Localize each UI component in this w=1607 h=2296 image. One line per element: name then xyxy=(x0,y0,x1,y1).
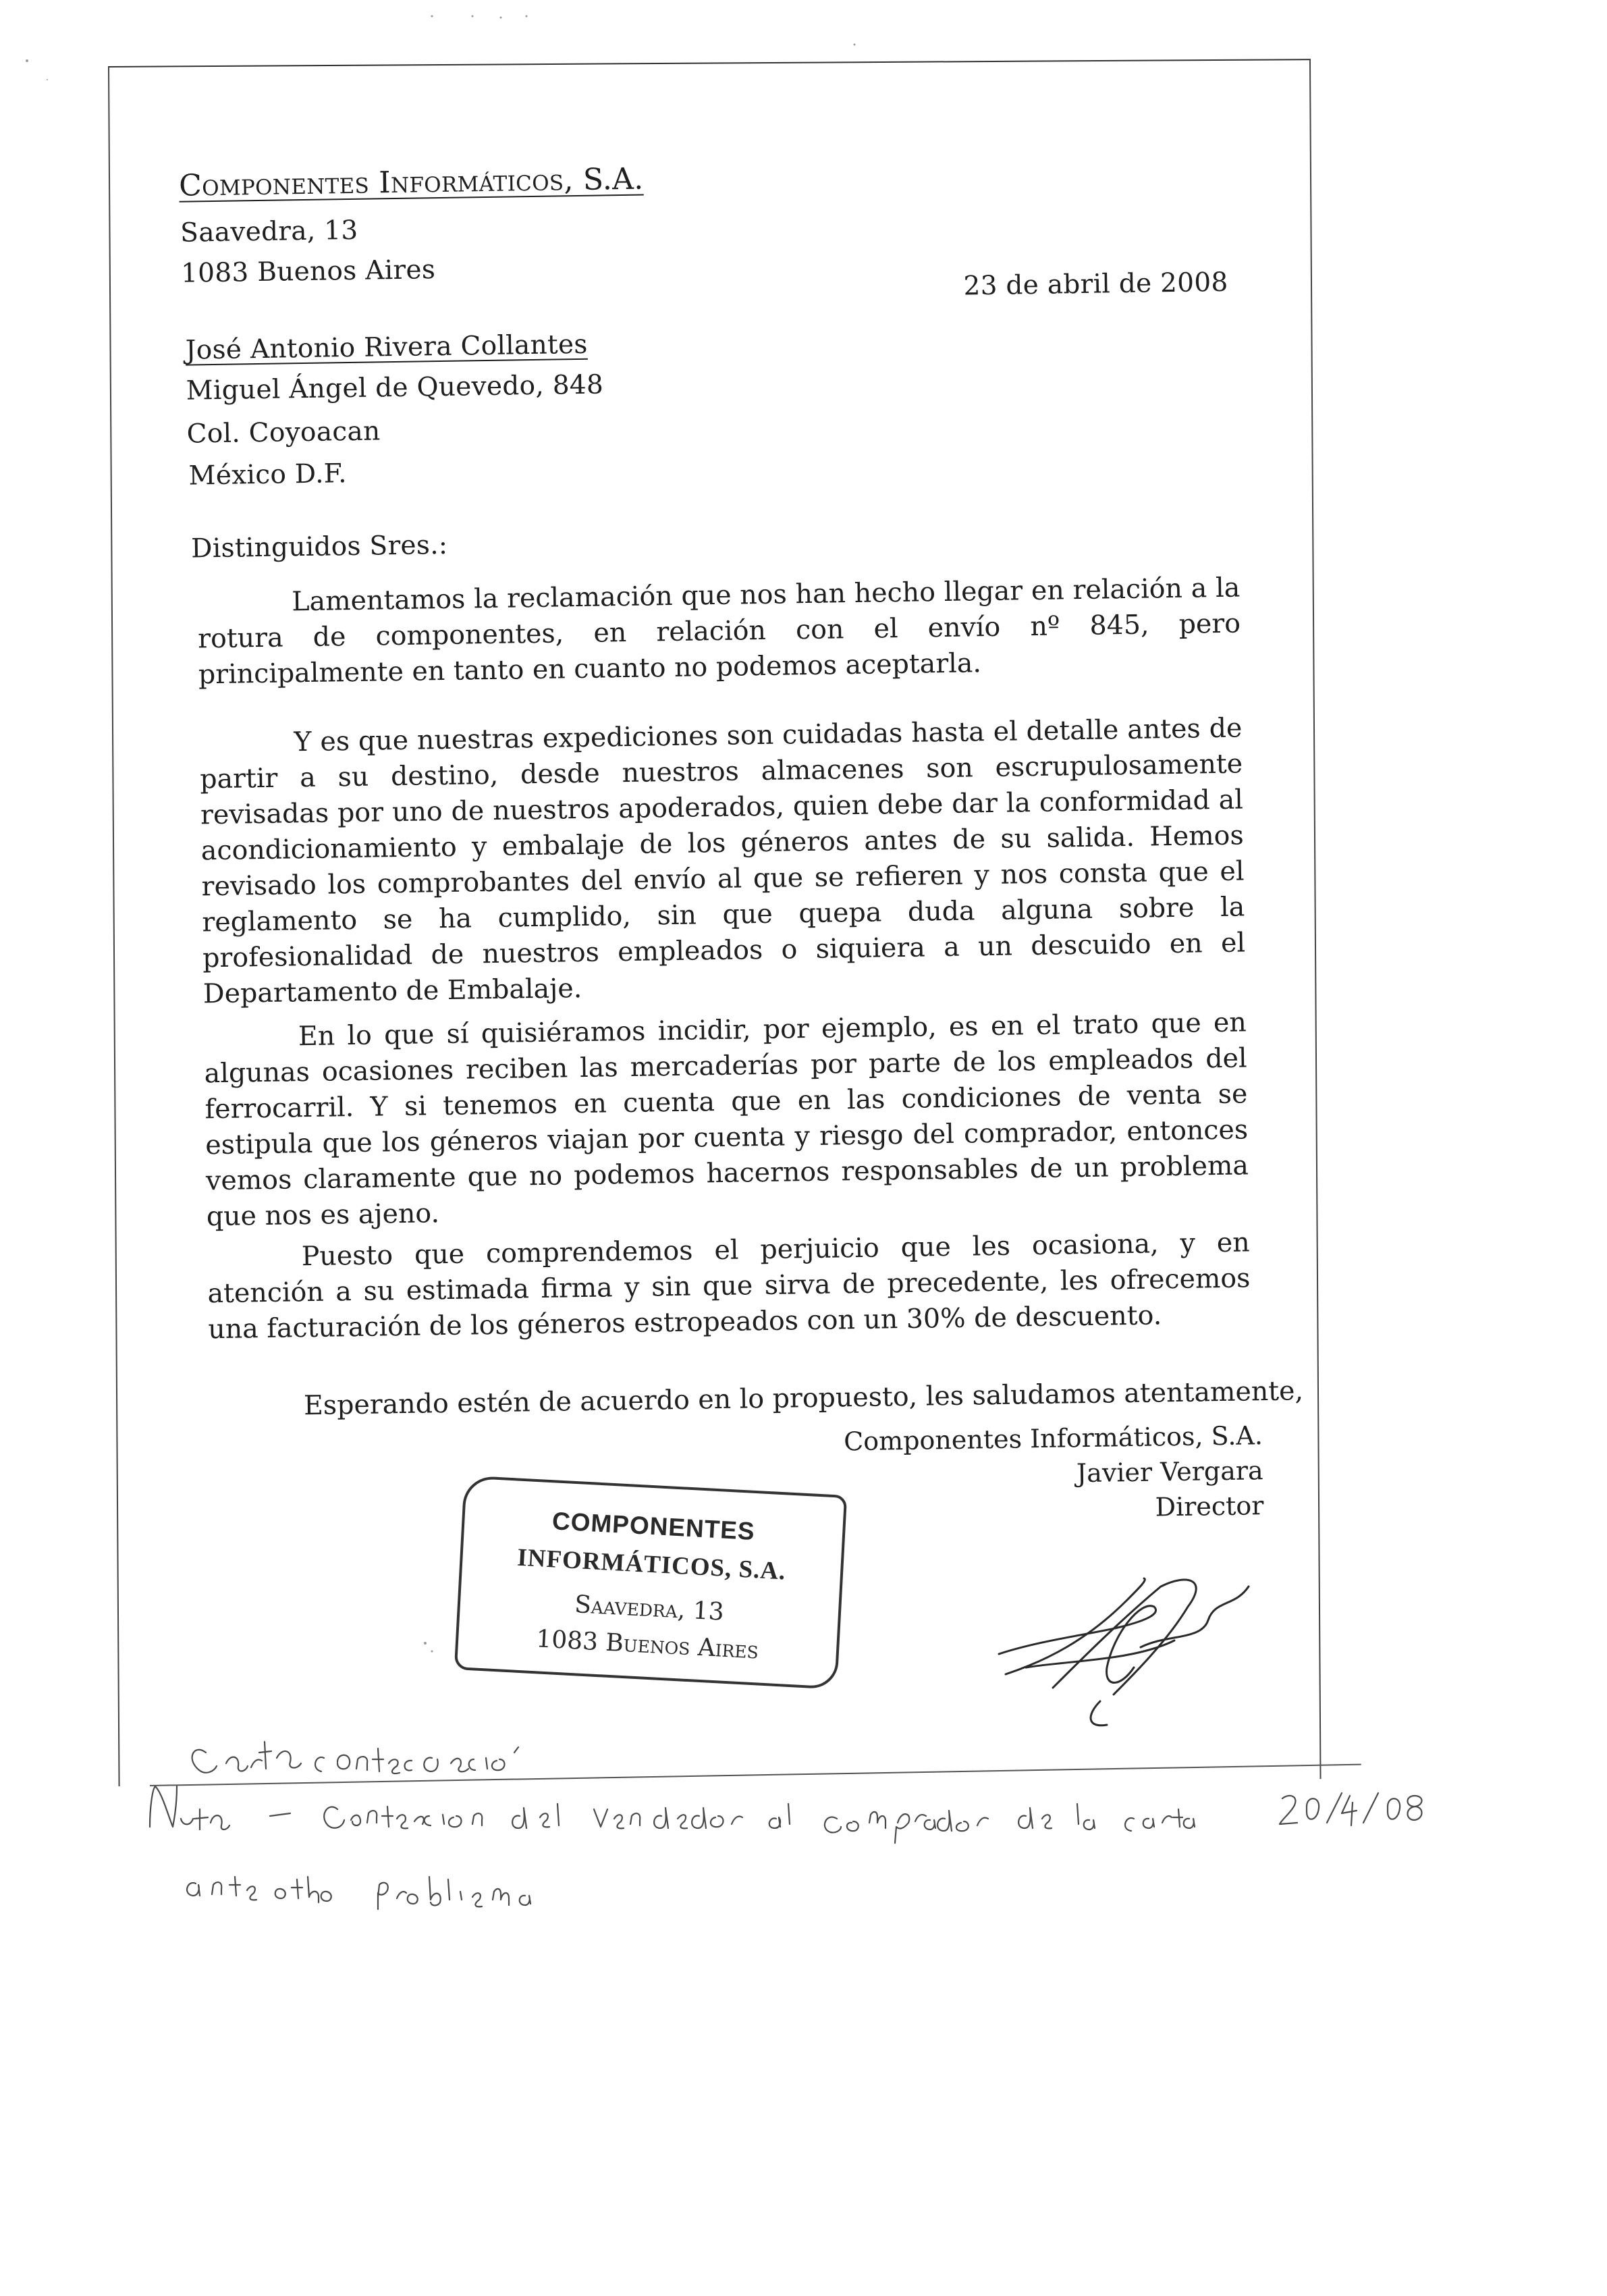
stamp-line-4: 1083 Buenos Aires xyxy=(535,1625,759,1665)
salutation: Distinguidos Sres.: xyxy=(190,529,448,564)
sender-company: Componentes Informáticos, S.A. xyxy=(178,161,644,203)
body-paragraph-3: En lo que sí quisiéramos incidir, por ejemplo, es en el trato que en algunas ocasiones reciben las mercaderías por parte de los empleados del ferrocarril. Y si tenemos en cuenta que en las condiciones de venta se estipula que los géneros viajan por cuenta y riesgo del comprador, entonces vemos claramente que no podemos hacernos responsables de un problema que nos es ajeno. xyxy=(204,1007,1249,1233)
signature-block xyxy=(817,1418,1264,1530)
company-stamp xyxy=(454,1475,847,1689)
sender-city: 1083 Buenos Aires xyxy=(180,255,436,289)
signature-name: Javier Vergara xyxy=(1076,1456,1263,1489)
body-paragraph-1: Lamentamos la reclamación que nos han hecho llegar en relación a la rotura de componentes, en relación con el envío nº 845, pero principalmente en tanto en cuanto no podemos aceptarla. xyxy=(197,572,1241,691)
body-paragraph-2: Y es que nuestras expediciones son cuidadas hasta el detalle antes de partir a su destino, desde nuestros almacenes son escrupulosamente revisadas por uno de nuestros apoderados, quien debe dar la conformidad al acondicionamiento y embalaje de los géneros antes de su salida. Hemos revisado los comprobantes del envío al que se refieren y nos consta que el reglamento se ha cumplido, sin que quepa duda alguna sobre la profesionalidad de nuestros empleados o siquiera a un descuido en el Departamento de Embalaje. xyxy=(199,712,1246,1010)
sender-street: Saavedra, 13 xyxy=(180,215,358,248)
recipient-name: José Antonio Rivera Collantes xyxy=(185,329,588,366)
closing-line: Esperando estén de acuerdo en lo propuesto, les saludamos atentamente, xyxy=(303,1375,1304,1422)
signature-company: Componentes Informáticos, S.A. xyxy=(843,1420,1263,1457)
stamp-line-2: INFORMÁTICOS, S.A. xyxy=(516,1543,787,1586)
recipient-district: Col. Coyoacan xyxy=(186,416,381,450)
stamp-line-3: Saavedra, 13 xyxy=(574,1591,725,1626)
letter-date: 23 de abril de 2008 xyxy=(963,267,1228,302)
signature-title: Director xyxy=(1155,1491,1264,1522)
body-paragraph-4: Puesto que comprendemos el perjuicio que les ocasiona, y en atención a su estimada firma y sin que sirva de precedente, les ofrecemos una facturación de los géneros estropeados con un 30% de descuento. xyxy=(207,1227,1251,1345)
stamp-line-1: COMPONENTES xyxy=(551,1507,756,1545)
handwritten-signature xyxy=(985,1559,1269,1728)
recipient-city: México D.F. xyxy=(188,458,348,491)
recipient-street: Miguel Ángel de Quevedo, 848 xyxy=(186,369,604,406)
